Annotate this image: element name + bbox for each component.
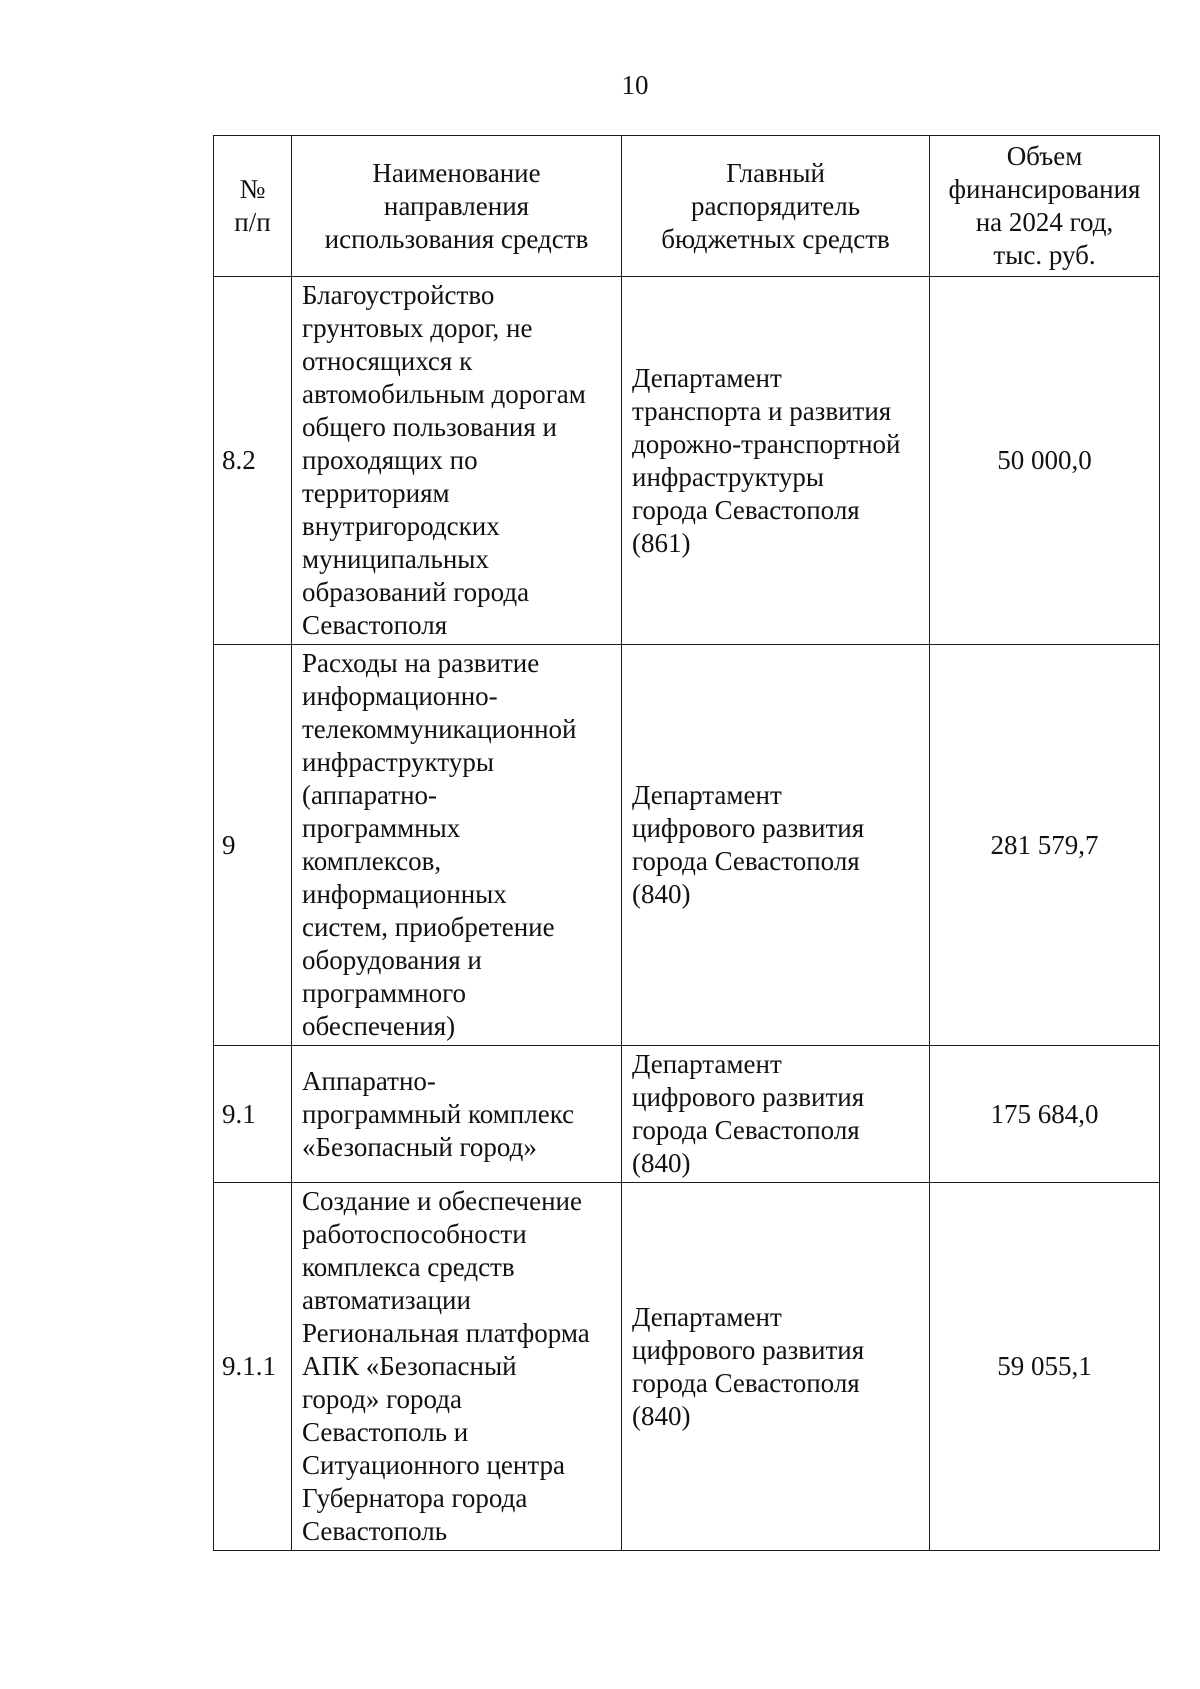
- row-name: Создание и обеспечение работоспособности комплекса средств автоматизации Региональная платформа АПК «Безопасный город» города Севастополь и Ситуационного центра Губернатора города Севастополь: [292, 1183, 622, 1551]
- row-name: Расходы на развитие информационно- телекоммуникационной инфраструктуры (аппаратно- программных комплексов, информационных систем, приобретение оборудования и программного обеспечения): [292, 645, 622, 1046]
- row-amount: 175 684,0: [930, 1046, 1160, 1183]
- row-num: 9.1: [214, 1046, 292, 1183]
- row-amount: 50 000,0: [930, 277, 1160, 645]
- row-dept: Департамент цифрового развития города Севастополя (840): [622, 1046, 930, 1183]
- table-row: [214, 1046, 1160, 1183]
- row-num: 9.1.1: [214, 1183, 292, 1551]
- row-num: 9: [214, 645, 292, 1046]
- header-amount: Объем финансирования на 2024 год, тыс. руб.: [930, 136, 1160, 277]
- row-amount: 59 055,1: [930, 1183, 1160, 1551]
- table-row: [214, 277, 1160, 645]
- row-name: Благоустройство грунтовых дорог, не относящихся к автомобильным дорогам общего пользования и проходящих по территориям внутригородских муниципальных образований города Севастополя: [292, 277, 622, 645]
- row-amount: 281 579,7: [930, 645, 1160, 1046]
- row-name: Аппаратно- программный комплекс «Безопасный город»: [292, 1046, 622, 1183]
- row-dept: Департамент транспорта и развития дорожно-транспортной инфраструктуры города Севастополя (861): [622, 277, 930, 645]
- header-name: Наименование направления использования средств: [292, 136, 622, 277]
- row-dept: Департамент цифрового развития города Севастополя (840): [622, 645, 930, 1046]
- row-dept: Департамент цифрового развития города Севастополя (840): [622, 1183, 930, 1551]
- header-num: № п/п: [214, 136, 292, 277]
- budget-table: [213, 135, 1160, 1551]
- row-num: 8.2: [214, 277, 292, 645]
- page-number: 10: [621, 70, 649, 100]
- header-dept: Главный распорядитель бюджетных средств: [622, 136, 930, 277]
- table-row: [214, 1183, 1160, 1551]
- table-header-row: [214, 136, 1160, 277]
- table-row: [214, 645, 1160, 1046]
